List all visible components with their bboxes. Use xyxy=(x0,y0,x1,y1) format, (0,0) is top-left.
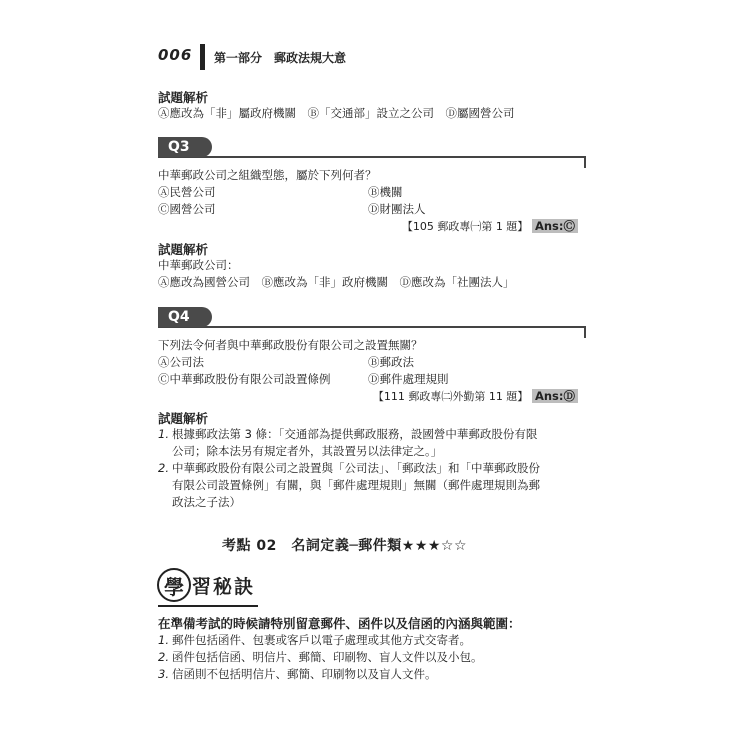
study-tip-intro: 在準備考試的時候請特別留意郵件、函件以及信函的內涵與範圍： xyxy=(158,616,521,631)
study-tip-logo-text: 習秘訣 xyxy=(192,576,256,598)
top-analysis-line: Ⓐ應改為「非」屬政府機關 Ⓑ「交通部」設立之公司 Ⓓ屬國營公司 xyxy=(158,106,515,120)
list-item xyxy=(158,426,540,443)
list-item-text: 郵件包括函件、包裹或客戶以電子處理或其他方式交寄者。 xyxy=(172,633,471,647)
q4-answer-line xyxy=(373,387,578,406)
list-item-continuation: 政法之子法） xyxy=(172,495,241,509)
study-tip-underline xyxy=(158,605,258,607)
page-number: 006 xyxy=(158,46,193,64)
q3-source: 【105 郵政專㈠第 1 題】 xyxy=(401,220,529,233)
study-tip-logo-icon xyxy=(157,568,191,602)
q3-analysis-heading: 試題解析 xyxy=(158,242,209,257)
q4-option-b: Ⓑ郵政法 xyxy=(368,355,414,369)
q3-option-b: Ⓑ機關 xyxy=(368,185,403,199)
q3-tab: Q3 xyxy=(158,137,212,157)
header-title: 第一部分 郵政法規大意 xyxy=(214,51,347,65)
q3-question: 中華郵政公司之組織型態，屬於下列何者？ xyxy=(158,168,377,182)
q4-tab: Q4 xyxy=(158,307,212,327)
study-tip-logo-char: 學 xyxy=(164,574,184,599)
list-item xyxy=(158,460,540,477)
q4-option-d: Ⓓ郵件處理規則 xyxy=(368,372,449,386)
list-item-text: 中華郵政股份有限公司之設置與「公司法」、「郵政法」和「中華郵政股份 xyxy=(172,461,540,475)
q4-option-a: Ⓐ公司法 xyxy=(158,355,204,369)
list-item-text: 函件包括信函、明信片、郵簡、印刷物、盲人文件以及小包。 xyxy=(172,650,483,664)
top-analysis-heading: 試題解析 xyxy=(158,90,209,105)
q3-rule-end xyxy=(584,156,586,168)
list-item xyxy=(158,632,483,649)
list-item-number: 3. xyxy=(158,667,169,681)
q4-rule xyxy=(158,326,586,328)
q3-option-d: Ⓓ財團法人 xyxy=(368,202,426,216)
q3-analysis-line-2: Ⓐ應改為國營公司 Ⓑ應改為「非」政府機關 Ⓓ應改為「社團法人」 xyxy=(158,275,515,289)
q3-answer-line xyxy=(402,217,578,236)
list-item xyxy=(158,649,483,666)
list-item-text: 信函則不包括明信片、郵簡、印刷物以及盲人文件。 xyxy=(172,667,437,681)
q4-answer-badge: Ans:Ⓓ xyxy=(532,389,578,403)
list-item-number: 2. xyxy=(158,650,169,664)
keypoint-title: 考點 02 名詞定義─郵件類★★★☆☆ xyxy=(222,538,468,554)
study-tip-list xyxy=(158,632,483,683)
q4-rule-end xyxy=(584,326,586,338)
q4-analysis-heading: 試題解析 xyxy=(158,411,209,426)
list-item-number: 1. xyxy=(158,633,169,647)
list-item-continuation: 公司；除本法另有規定者外，其設置另以法律定之。」 xyxy=(172,444,443,458)
q3-rule xyxy=(158,156,586,158)
q4-source: 【111 郵政專㈡外勤第 11 題】 xyxy=(372,390,529,403)
q4-analysis-list xyxy=(158,426,540,511)
q3-answer-badge: Ans:Ⓒ xyxy=(532,219,578,233)
list-item-number: 1. xyxy=(158,427,169,441)
header-divider xyxy=(200,44,205,70)
q3-option-a: Ⓐ民營公司 xyxy=(158,185,216,199)
q4-question: 下列法令何者與中華郵政股份有限公司之設置無關？ xyxy=(158,338,423,352)
list-item-number: 2. xyxy=(158,461,169,475)
q4-option-c: Ⓒ中華郵政股份有限公司設置條例 xyxy=(158,372,331,386)
list-item-continuation: 有限公司設置條例」有關，與「郵件處理規則」無關（郵件處理規則為郵 xyxy=(172,478,540,492)
list-item-text: 根據郵政法第 3 條：「交通部為提供郵政服務，設國營中華郵政股份有限 xyxy=(172,427,538,441)
list-item xyxy=(158,666,483,683)
q3-analysis-line-1: 中華郵政公司： xyxy=(158,258,239,272)
q3-option-c: Ⓒ國營公司 xyxy=(158,202,216,216)
